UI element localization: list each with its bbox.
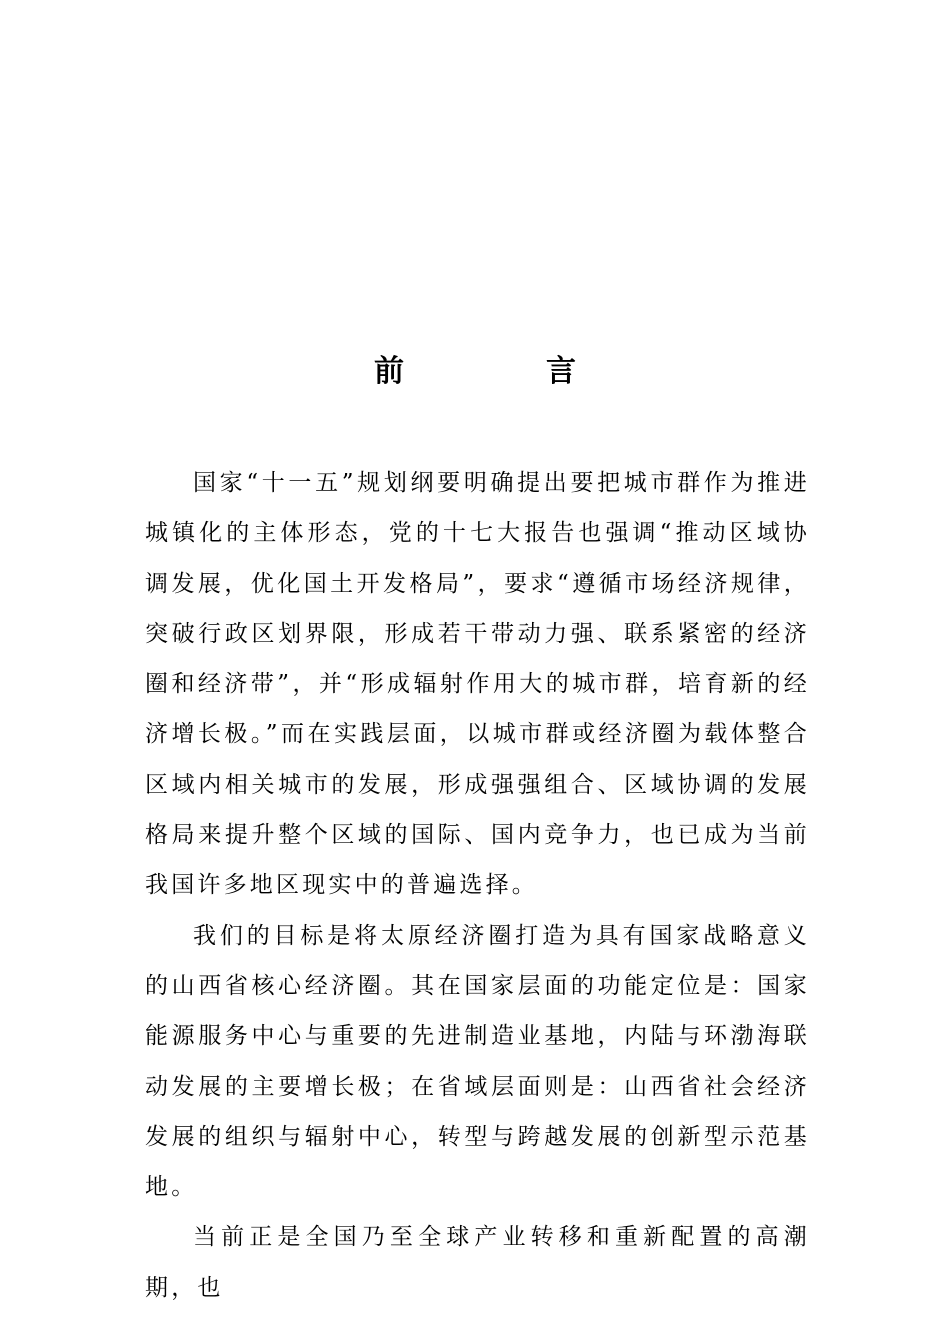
paragraph: 国家“十一五”规划纲要明确提出要把城市群作为推进城镇化的主体形态，党的十七大报告也强调“推动区域协调发展，优化国土开发格局”，要求“遵循市场经济规律，突破行政区划界限，形成若干带动力强、联系紧密的经济圈和经济带”，并“形成辐射作用大的城市群，培育新的经济增长极。”而在实践层面，以城市群或经济圈为载体整合区域内相关城市的发展，形成强强组合、区域协调的发展格局来提升整个区域的国际、国内竞争力，也已成为当前我国许多地区现实中的普遍选择。 — [145, 470, 810, 899]
paragraph: 我们的目标是将太原经济圈打造为具有国家战略意义的山西省核心经济圈。其在国家层面的功能定位是：国家能源服务中心与重要的先进制造业基地，内陆与环渤海联动发展的主要增长极；在省域层面则是：山西省社会经济发展的组织与辐射中心，转型与跨越发展的创新型示范基地。 — [145, 922, 810, 1201]
page-title: 前 言 — [374, 354, 632, 389]
paragraph: 当前正是全国乃至全球产业转移和重新配置的高潮期，也 — [145, 1224, 810, 1301]
body-text — [145, 458, 810, 1313]
